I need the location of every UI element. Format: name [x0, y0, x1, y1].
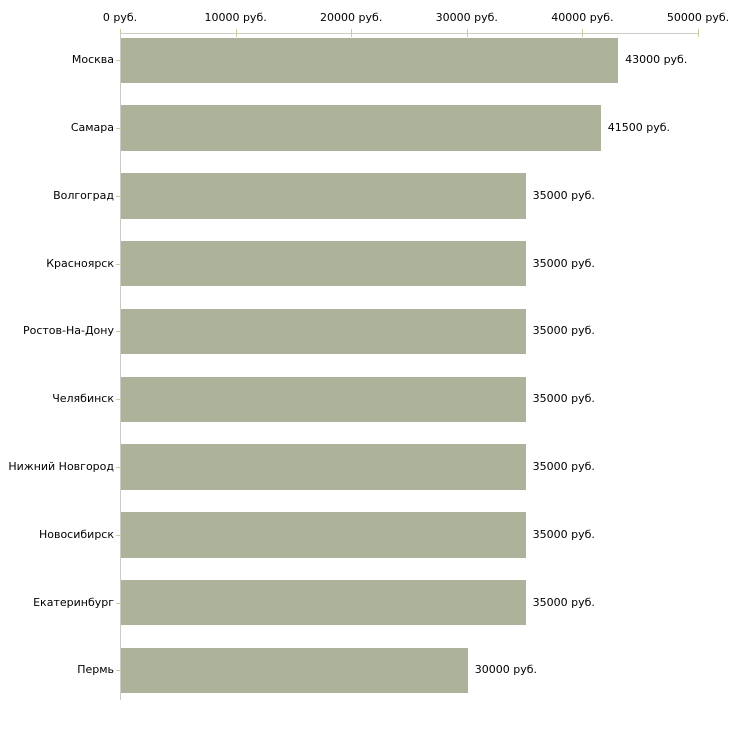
bar-10	[121, 648, 468, 694]
x-axis-tick-label: 20000 руб.	[320, 11, 383, 24]
x-axis-line	[120, 33, 698, 34]
category-label: Самара	[70, 121, 114, 135]
category-tick	[116, 467, 120, 468]
category-label: Москва	[71, 53, 114, 67]
bar-3	[121, 173, 526, 219]
x-axis-tick-label: 30000 руб.	[435, 11, 498, 24]
category-label: Новосибирск	[38, 527, 114, 541]
category-label: Ростов-На-Дону	[22, 324, 114, 338]
x-axis-tick-label: 0 руб.	[102, 11, 138, 24]
bar-9	[121, 580, 526, 626]
category-tick	[116, 196, 120, 197]
category-tick	[116, 670, 120, 671]
category-tick	[116, 128, 120, 129]
bar-6	[121, 377, 526, 423]
bar-value-label: 43000 руб.	[625, 53, 688, 67]
bar-5	[121, 309, 526, 355]
category-label: Челябинск	[52, 392, 114, 406]
x-axis-tick	[236, 29, 237, 37]
category-tick	[116, 399, 120, 400]
bar-2	[121, 105, 601, 151]
x-axis-tick	[351, 29, 352, 37]
category-label: Нижний Новгород	[8, 460, 114, 474]
bar-8	[121, 512, 526, 558]
category-tick	[116, 603, 120, 604]
bar-value-label: 35000 руб.	[532, 256, 595, 270]
bar-value-label: 30000 руб.	[474, 663, 538, 677]
category-label: Волгоград	[53, 188, 114, 202]
x-axis-tick	[467, 29, 468, 37]
bar-value-label: 35000 руб.	[532, 460, 595, 474]
category-tick	[116, 331, 120, 332]
bar-4	[121, 241, 526, 287]
category-tick	[116, 264, 120, 265]
bar-1	[121, 38, 618, 84]
bar-value-label: 35000 руб.	[532, 188, 595, 202]
x-axis-tick-label: 10000 руб.	[204, 11, 267, 24]
category-label: Красноярск	[46, 256, 114, 270]
bar-value-label: 35000 руб.	[532, 527, 595, 541]
bar-value-label: 35000 руб.	[532, 392, 595, 406]
category-label: Пермь	[77, 663, 114, 677]
category-tick	[116, 60, 120, 61]
x-axis-tick	[582, 29, 583, 37]
x-axis-tick	[698, 29, 699, 37]
category-label: Екатеринбург	[33, 595, 114, 609]
bar-value-label: 35000 руб.	[532, 324, 595, 338]
x-axis-tick-label: 50000 руб.	[666, 11, 730, 24]
bar-value-label: 41500 руб.	[607, 121, 670, 135]
category-tick	[116, 535, 120, 536]
bar-7	[121, 444, 526, 490]
bar-value-label: 35000 руб.	[532, 595, 595, 609]
x-axis-tick-label: 40000 руб.	[551, 11, 614, 24]
